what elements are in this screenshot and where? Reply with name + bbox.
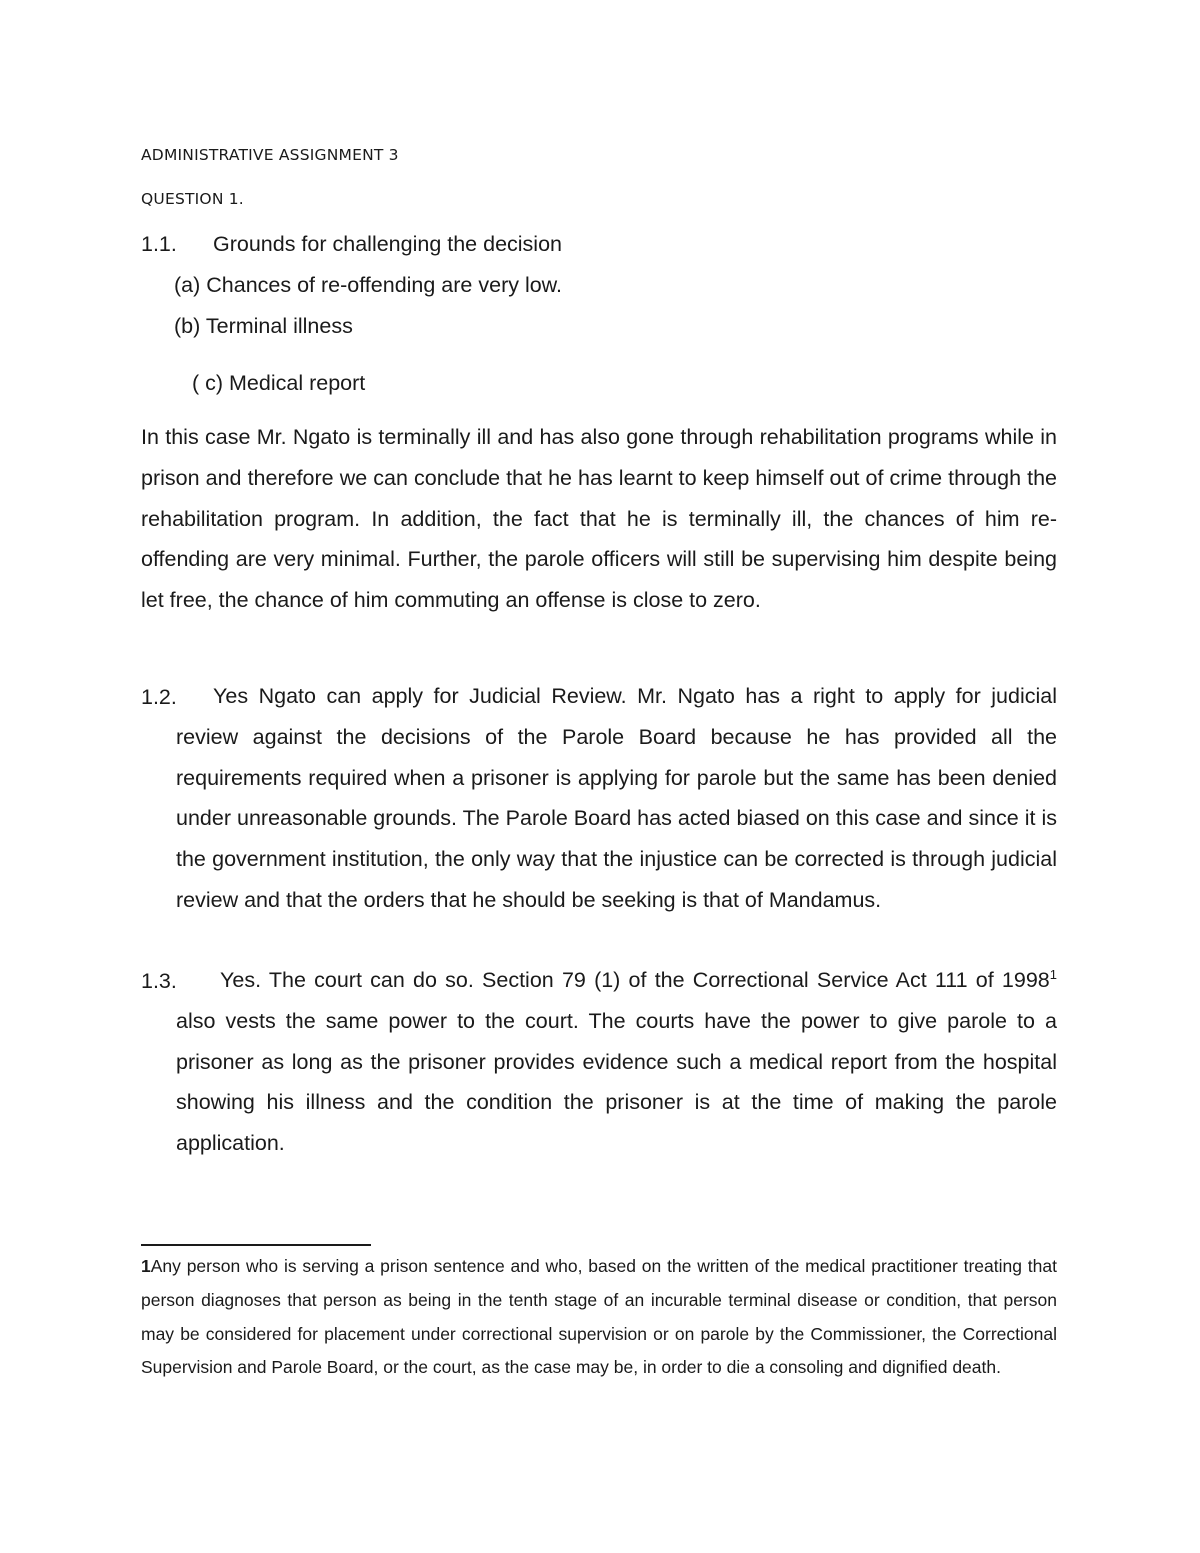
question-heading: QUESTION 1. [141, 190, 244, 208]
footnote-marker: 1 [141, 1256, 151, 1276]
section-body-1-2: Yes Ngato can apply for Judicial Review. Mr. Ngato has a right to apply for judicial review against the decisions of the Parole Board because he has provided all the requirements required when a prisoner is applying for parole but the same has been denied under unreasonable grounds. The Parole Board has acted biased on this case and since it is the government institution, the only way that the injustice can be corrected is through judicial review and that the orders that he should be seeking is that of Mandamus. [176, 684, 1057, 912]
ground-item-b: (b) Terminal illness [174, 314, 353, 338]
ground-item-c: ( c) Medical report [192, 371, 366, 395]
footnote-reference: 1 [1049, 966, 1057, 982]
section-body-1-3-start: Yes. The court can do so. Section 79 (1) of the Correctional Service Act 111 of 1998 [220, 968, 1050, 992]
section-number-1-2: 1.2. [141, 685, 177, 709]
section-number-1-1: 1.1. [141, 232, 177, 256]
section-heading-1-1: Grounds for challenging the decision [213, 232, 562, 256]
section-body-1-3 [176, 960, 1057, 1164]
section-body-1-1: In this case Mr. Ngato is terminally ill and has also gone through rehabilitation programs while in prison and therefore we can conclude that he has learnt to keep himself out of crime through the rehabilitation program. In addition, the fact that he is terminally ill, the chances of him re-offending are very minimal. Further, the parole officers will still be supervising him despite being let free, the chance of him commuting an offense is close to zero. [141, 425, 1057, 613]
document-title: ADMINISTRATIVE ASSIGNMENT 3 [141, 146, 399, 164]
section-number-1-3: 1.3. [141, 969, 177, 993]
footnote-text: Any person who is serving a prison sentence and who, based on the written of the medical practitioner treating that person diagnoses that person as being in the tenth stage of an incurable terminal disease or condition, that person may be considered for placement under correctional supervision or on parole by the Commissioner, the Correctional Supervision and Parole Board, or the court, as the case may be, in order to die a consoling and dignified death. [141, 1256, 1057, 1378]
section-body-1-3-end: also vests the same power to the court. The courts have the power to give parole to a prisoner as long as the prisoner provides evidence such a medical report from the hospital showing his illness and the condition the prisoner is at the time of making the parole application. [176, 1008, 1057, 1156]
ground-item-a: (a) Chances of re-offending are very low. [174, 273, 562, 297]
footnote [141, 1250, 1057, 1385]
footnote-divider [141, 1244, 371, 1246]
